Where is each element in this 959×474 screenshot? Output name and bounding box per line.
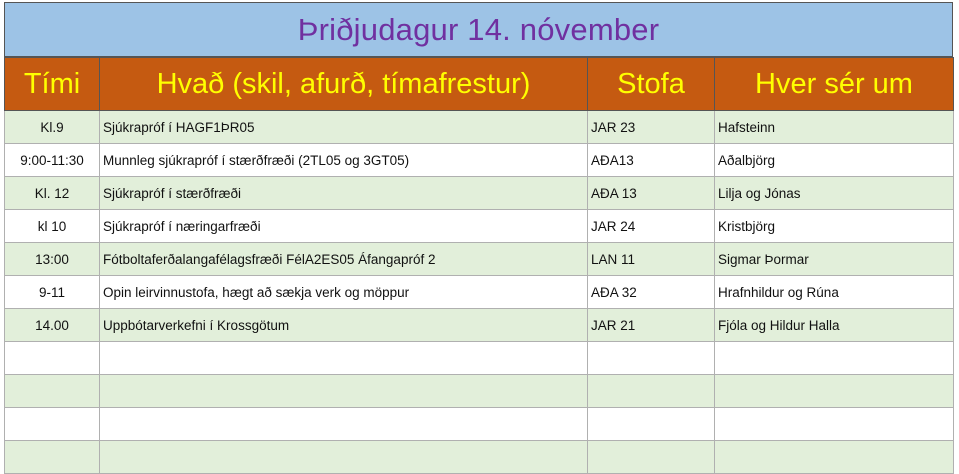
table-row [5,111,954,144]
cell-room[interactable]: LAN 11 [588,243,715,276]
cell-who[interactable]: Kristbjörg [715,210,954,243]
table-row [5,144,954,177]
header-who[interactable]: Hver sér um [715,58,954,111]
cell-room[interactable]: JAR 23 [588,111,715,144]
cell-time[interactable]: 9-11 [5,276,100,309]
cell-room[interactable] [588,375,715,408]
cell-time[interactable]: 14.00 [5,309,100,342]
table-row [5,210,954,243]
cell-who[interactable]: Fjóla og Hildur Halla [715,309,954,342]
cell-what[interactable]: Munnleg sjúkrapróf í stærðfræði (2TL05 og 3GT05) [100,144,588,177]
cell-what[interactable] [100,408,588,441]
cell-what[interactable]: Uppbótarverkefni í Krossgötum [100,309,588,342]
cell-time[interactable]: Kl.9 [5,111,100,144]
cell-what[interactable]: Sjúkrapróf í næringarfræði [100,210,588,243]
cell-who[interactable]: Lilja og Jónas [715,177,954,210]
cell-room[interactable]: AÐA13 [588,144,715,177]
cell-room[interactable] [588,441,715,474]
cell-what[interactable]: Sjúkrapróf í HAGF1ÞR05 [100,111,588,144]
cell-room[interactable]: JAR 24 [588,210,715,243]
cell-time[interactable] [5,342,100,375]
table-row [5,309,954,342]
cell-who[interactable] [715,375,954,408]
cell-what[interactable] [100,441,588,474]
table-row [5,441,954,474]
cell-room[interactable]: JAR 21 [588,309,715,342]
cell-what[interactable]: Sjúkrapróf í stærðfræði [100,177,588,210]
table-row [5,177,954,210]
header-room[interactable]: Stofa [588,58,715,111]
cell-who[interactable] [715,408,954,441]
cell-room[interactable]: AÐA 13 [588,177,715,210]
cell-who[interactable] [715,441,954,474]
cell-time[interactable] [5,408,100,441]
cell-room[interactable] [588,408,715,441]
table-row [5,342,954,375]
page-title: Þriðjudagur 14. nóvember [4,2,953,57]
header-what[interactable]: Hvað (skil, afurð, tímafrestur) [100,58,588,111]
cell-time[interactable]: 9:00-11:30 [5,144,100,177]
cell-what[interactable] [100,375,588,408]
schedule-rows [5,111,954,474]
cell-who[interactable] [715,342,954,375]
cell-what[interactable] [100,342,588,375]
cell-what[interactable]: Fótboltaferðalangafélagsfræði FélA2ES05 Áfangapróf 2 [100,243,588,276]
cell-room[interactable]: AÐA 32 [588,276,715,309]
header-time[interactable]: Tími [5,58,100,111]
cell-time[interactable] [5,441,100,474]
header-row [5,58,954,111]
cell-who[interactable]: Hrafnhildur og Rúna [715,276,954,309]
cell-time[interactable]: kl 10 [5,210,100,243]
cell-time[interactable]: 13:00 [5,243,100,276]
cell-who[interactable]: Hafsteinn [715,111,954,144]
cell-time[interactable] [5,375,100,408]
table-row [5,276,954,309]
table-row [5,375,954,408]
cell-time[interactable]: Kl. 12 [5,177,100,210]
schedule-table [4,57,954,474]
table-row [5,408,954,441]
schedule-sheet [4,2,953,453]
cell-who[interactable]: Sigmar Þormar [715,243,954,276]
table-row [5,243,954,276]
cell-what[interactable]: Opin leirvinnustofa, hægt að sækja verk og möppur [100,276,588,309]
cell-who[interactable]: Aðalbjörg [715,144,954,177]
cell-room[interactable] [588,342,715,375]
